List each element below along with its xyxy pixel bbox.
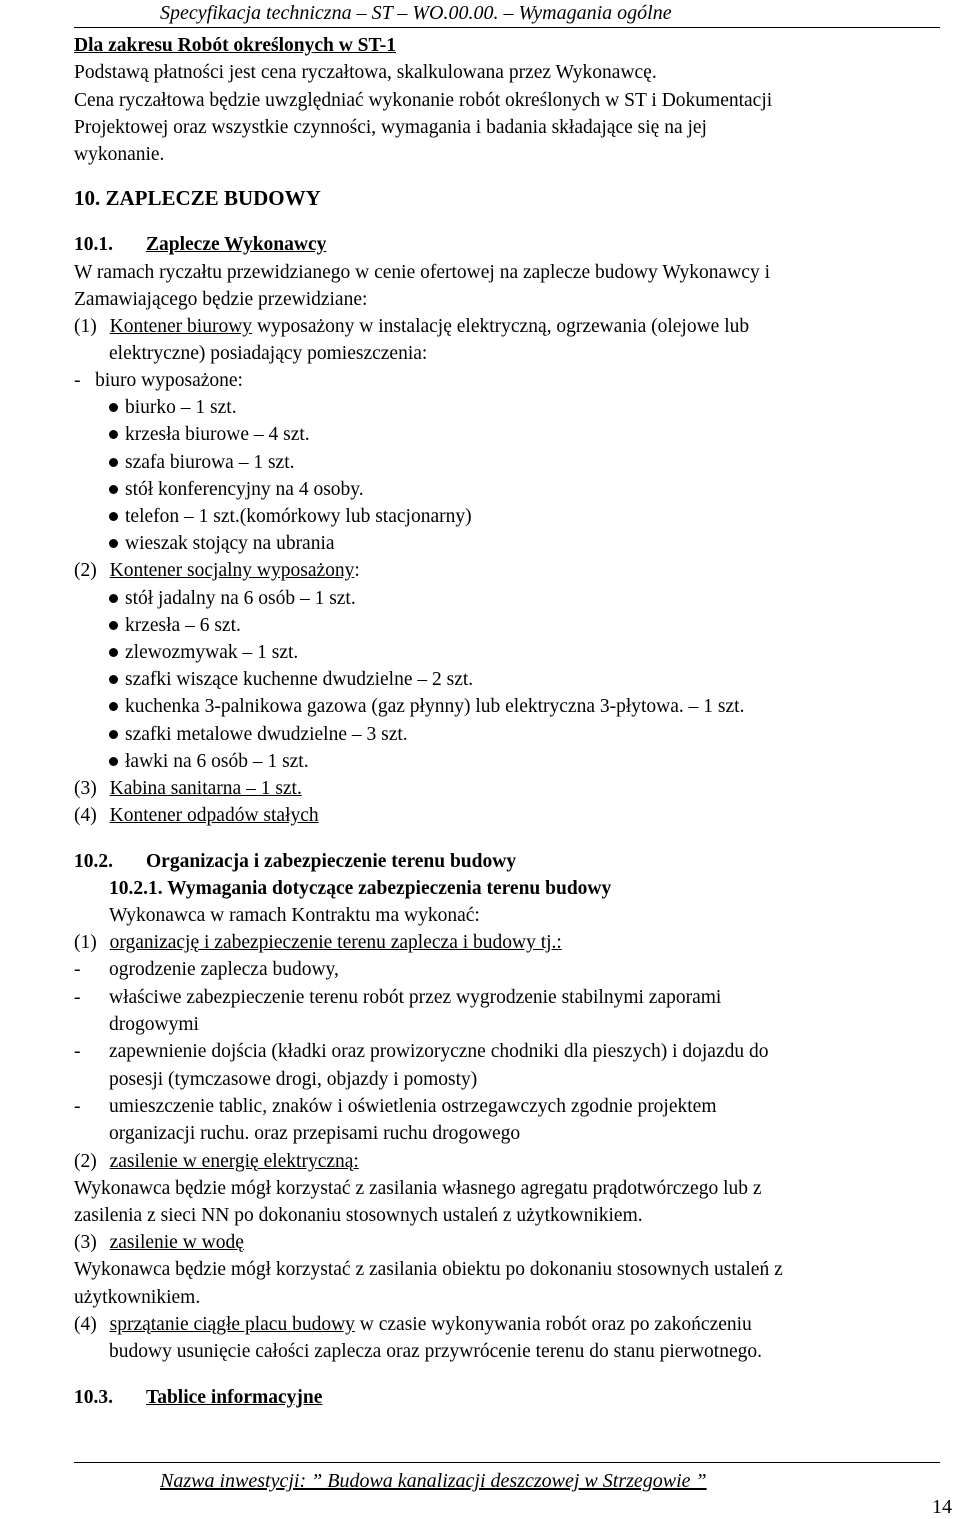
bullet-icon — [109, 675, 118, 684]
list-item-2 — [74, 1150, 359, 1174]
list-item-3 — [74, 777, 302, 801]
paragraph-line: W ramach ryczałtu przewidzianego w cenie ofertowej na zaplecze budowy Wykonawcy i — [74, 262, 770, 283]
list-item-4 — [74, 1313, 752, 1337]
dash-text: ogrodzenie zaplecza budowy, — [109, 959, 339, 980]
bullet-text: ławki na 6 osób – 1 szt. — [125, 751, 309, 772]
bullet-icon — [109, 730, 118, 739]
bullet-icon — [109, 430, 118, 439]
item-text: : — [354, 560, 360, 581]
paragraph-line: Wykonawca będzie mógł korzystać z zasilania obiektu po dokonaniu stosownych ustaleń z — [74, 1259, 783, 1280]
subsection-10-2-1-title: 10.2.1. Wymagania dotyczące zabezpieczenia terenu budowy — [109, 878, 612, 899]
dash-text: posesji (tymczasowe drogi, objazdy i pomosty) — [109, 1069, 478, 1090]
bullet-text: stół jadalny na 6 osób – 1 szt. — [125, 588, 356, 609]
paragraph-line: Zamawiającego będzie przewidziane: — [74, 289, 368, 310]
item-continuation: budowy usunięcie całości zaplecza oraz przywrócenie terenu do stanu pierwotnego. — [109, 1341, 762, 1362]
paragraph-line: Wykonawca w ramach Kontraktu ma wykonać: — [109, 905, 480, 926]
list-item-1 — [74, 315, 749, 339]
bullet-icon — [109, 621, 118, 630]
bullet-item — [109, 396, 237, 420]
item-number: (3) — [74, 778, 97, 799]
item-label: Kabina sanitarna – 1 szt. — [109, 778, 302, 799]
item-number: (2) — [74, 1151, 97, 1172]
bullet-text: szafki metalowe dwudzielne – 3 szt. — [125, 724, 408, 745]
bullet-icon — [109, 539, 118, 548]
bullet-item — [109, 750, 309, 774]
item-number: (1) — [74, 932, 97, 953]
dash-item: - — [74, 1096, 81, 1117]
item-label: zasilenie w energię elektryczną: — [109, 1151, 359, 1172]
item-label: sprzątanie ciągłe placu budowy — [109, 1314, 355, 1335]
dash-item: - — [74, 987, 81, 1008]
bullet-text: krzesła – 6 szt. — [125, 615, 241, 636]
intro-line: Cena ryczałtowa będzie uwzględniać wykonanie robót określonych w ST i Dokumentacji — [74, 90, 773, 111]
footer-rule — [74, 1462, 940, 1463]
section-10-1-number: 10.1. — [74, 234, 113, 255]
bullet-text: biurko – 1 szt. — [125, 397, 237, 418]
office-heading: - biuro wyposażone: — [74, 370, 243, 391]
item-label: zasilenie w wodę — [109, 1232, 244, 1253]
item-text: w czasie wykonywania robót oraz po zakończeniu — [354, 1314, 752, 1335]
dash-text: drogowymi — [109, 1014, 199, 1035]
bullet-item — [109, 505, 472, 529]
bullet-item — [109, 668, 473, 692]
bullet-icon — [109, 403, 118, 412]
item-number: (4) — [74, 805, 97, 826]
paragraph-line: zasilenia z sieci NN po dokonaniu stosownych ustaleń z użytkownikiem. — [74, 1205, 643, 1226]
intro-line: Podstawą płatności jest cena ryczałtowa, skalkulowana przez Wykonawcę. — [74, 62, 657, 83]
paragraph-line: użytkownikiem. — [74, 1287, 201, 1308]
item-number: (1) — [74, 316, 97, 337]
item-label: Kontener odpadów stałych — [109, 805, 319, 826]
item-number: (4) — [74, 1314, 97, 1335]
bullet-text: szafa biurowa – 1 szt. — [125, 452, 295, 473]
dash-text: zapewnienie dojścia (kładki oraz prowizoryczne chodniki dla pieszych) i dojazdu do — [109, 1041, 769, 1062]
page-footer: Nazwa inwestycji: ” Budowa kanalizacji deszczowej w Strzegowie ” — [160, 1470, 707, 1492]
section-10-3-number: 10.3. — [74, 1387, 113, 1408]
bullet-item — [109, 451, 294, 475]
list-item-3 — [74, 1231, 244, 1255]
dash-item: - — [74, 1041, 81, 1062]
intro-line: wykonanie. — [74, 144, 165, 165]
bullet-icon — [109, 757, 118, 766]
bullet-text: stół konferencyjny na 4 osoby. — [125, 479, 364, 500]
intro-line: Projektowej oraz wszystkie czynności, wymagania i badania składające się na jej — [74, 117, 707, 138]
dash-text: umieszczenie tablic, znaków i oświetlenia ostrzegawczych zgodnie projektem — [109, 1096, 717, 1117]
section-10-title: 10. ZAPLECZE BUDOWY — [74, 186, 321, 210]
dash-text: właściwe zabezpieczenie terenu robót przez wygrodzenie stabilnymi zaporami — [109, 987, 722, 1008]
bullet-icon — [109, 512, 118, 521]
bullet-icon — [109, 702, 118, 711]
bullet-text: kuchenka 3-palnikowa gazowa (gaz płynny) lub elektryczna 3-płytowa. – 1 szt. — [125, 696, 745, 717]
item-number: (2) — [74, 560, 97, 581]
paragraph-line: Wykonawca będzie mógł korzystać z zasilania własnego agregatu prądotwórczego lub z — [74, 1178, 762, 1199]
page-header: Specyfikacja techniczna – ST – WO.00.00. – Wymagania ogólne — [160, 2, 672, 24]
item-label: Kontener biurowy — [109, 316, 253, 337]
section-10-2-title: Organizacja i zabezpieczenie terenu budowy — [146, 851, 517, 872]
bullet-item — [109, 614, 241, 638]
bullet-item — [109, 478, 364, 502]
item-number: (3) — [74, 1232, 97, 1253]
header-rule — [74, 27, 940, 28]
bullet-icon — [109, 648, 118, 657]
bullet-text: krzesła biurowe – 4 szt. — [125, 424, 310, 445]
bullet-item — [109, 532, 335, 556]
dash-item: - — [74, 959, 81, 980]
bullet-text: telefon – 1 szt.(komórkowy lub stacjonarny) — [125, 506, 472, 527]
bullet-item — [109, 641, 298, 665]
bullet-item — [109, 587, 356, 611]
section-10-2-number: 10.2. — [74, 851, 113, 872]
bullet-item — [109, 695, 744, 719]
bullet-icon — [109, 485, 118, 494]
bullet-text: szafki wiszące kuchenne dwudzielne – 2 szt. — [125, 669, 474, 690]
item-text: wyposażony w instalację elektryczną, ogrzewania (olejowe lub — [252, 316, 750, 337]
page-number: 14 — [932, 1496, 952, 1518]
list-item-1 — [74, 931, 562, 955]
section-10-1-title: Zaplecze Wykonawcy — [146, 234, 327, 255]
item-label: Kontener socjalny wyposażony — [109, 560, 355, 581]
item-label: organizację i zabezpieczenie terenu zaplecza i budowy tj.: — [109, 932, 562, 953]
intro-heading: Dla zakresu Robót określonych w ST-1 — [74, 35, 396, 56]
bullet-text: wieszak stojący na ubrania — [125, 533, 335, 554]
item-continuation: elektryczne) posiadający pomieszczenia: — [109, 343, 428, 364]
bullet-text: zlewozmywak – 1 szt. — [125, 642, 299, 663]
bullet-item — [109, 723, 408, 747]
bullet-icon — [109, 458, 118, 467]
list-item-2 — [74, 559, 360, 583]
list-item-4 — [74, 804, 319, 828]
bullet-icon — [109, 594, 118, 603]
section-10-3-title: Tablice informacyjne — [146, 1387, 323, 1408]
bullet-item — [109, 423, 310, 447]
dash-text: organizacji ruchu. oraz przepisami ruchu drogowego — [109, 1123, 521, 1144]
